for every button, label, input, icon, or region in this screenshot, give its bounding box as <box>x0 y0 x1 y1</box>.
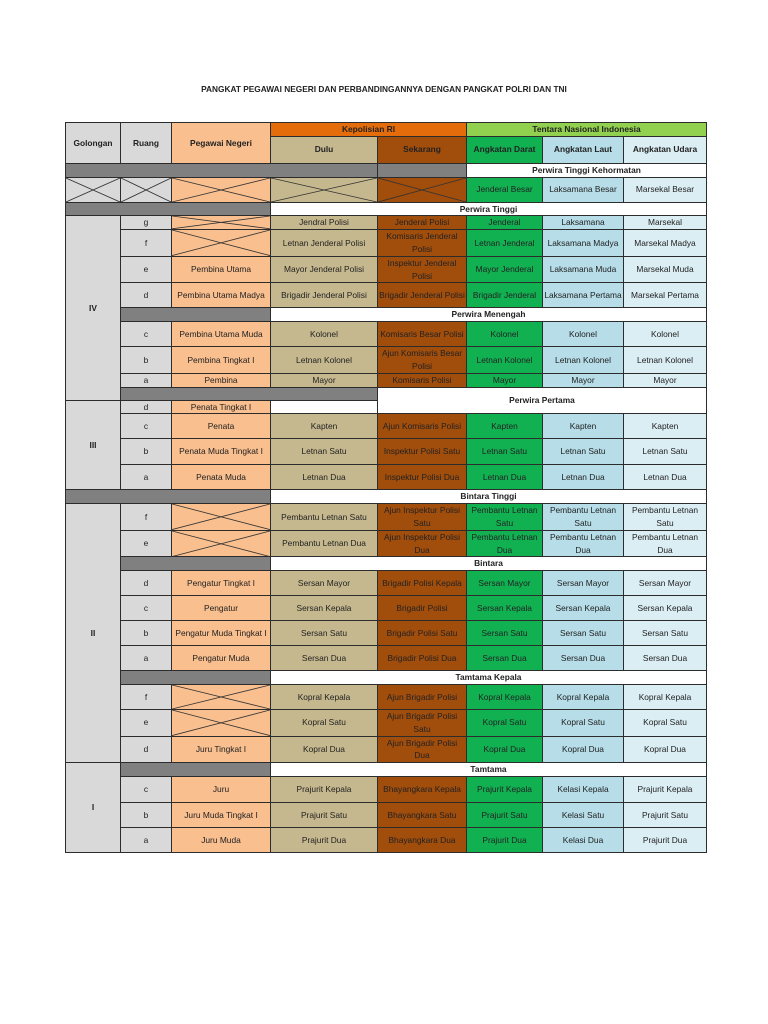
header-tni: Tentara Nasional Indonesia <box>467 123 707 137</box>
cell-polri-sekarang: Inspektur Jenderal Polisi <box>378 256 467 283</box>
cell-polri-sekarang: Brigadir Jenderal Polisi <box>378 283 467 308</box>
header-angkatan-laut: Angkatan Laut <box>543 136 624 163</box>
cell-au: Kopral Satu <box>624 709 707 736</box>
golongan-i: I <box>66 763 121 853</box>
empty-cross-cell <box>172 216 271 230</box>
cell-al: Laksamana Pertama <box>543 283 624 308</box>
cell-au: Sersan Satu <box>624 621 707 646</box>
cell-polri-sekarang: Komisaris Polisi <box>378 373 467 387</box>
cell-polri-dulu: Letnan Satu <box>271 439 378 465</box>
cell-ruang: f <box>121 504 172 531</box>
cell-al: Kelasi Dua <box>543 827 624 852</box>
section-bintara: Bintara <box>271 557 707 571</box>
section-tamtama-kepala: Tamtama Kepala <box>271 671 707 685</box>
section-perwira-menengah: Perwira Menengah <box>271 308 707 322</box>
cell-ad: Brigadir Jenderal <box>467 283 543 308</box>
cell-au: Letnan Dua <box>624 465 707 490</box>
cell-au: Kopral Kepala <box>624 684 707 709</box>
empty-cross-cell <box>172 177 271 202</box>
cell-ad: Mayor <box>467 373 543 387</box>
cell-al: Letnan Dua <box>543 465 624 490</box>
cell-pegawai-negeri: Penata <box>172 414 271 439</box>
cell-pegawai-negeri: Juru Muda Tingkat I <box>172 802 271 827</box>
cell-ad: Letnan Dua <box>467 465 543 490</box>
cell-al: Laksamana Muda <box>543 256 624 283</box>
cell-al: Pembantu Letnan Dua <box>543 530 624 557</box>
cell-ruang: d <box>121 736 172 763</box>
cell-polri-sekarang: Ajun Brigadir Polisi Satu <box>378 709 467 736</box>
cell-polri-sekarang: Inspektur Polisi Satu <box>378 439 467 465</box>
cell-ruang: f <box>121 230 172 257</box>
cell-polri-dulu: Mayor <box>271 373 378 387</box>
cell-au: Pembantu Letnan Dua <box>624 530 707 557</box>
cell-au: Prajurit Kepala <box>624 776 707 802</box>
cell-ad: Pembantu Letnan Dua <box>467 530 543 557</box>
cell-au: Marsekal Besar <box>624 177 707 202</box>
cell-polri-sekarang: Ajun Brigadir Polisi <box>378 684 467 709</box>
cell-ruang: a <box>121 465 172 490</box>
section-tamtama: Tamtama <box>271 763 707 777</box>
cell-polri-dulu: Kolonel <box>271 322 378 347</box>
golongan-ii: II <box>66 504 121 763</box>
cell-al: Sersan Mayor <box>543 571 624 596</box>
empty-cross-cell <box>172 230 271 257</box>
cell-ruang: e <box>121 256 172 283</box>
cell-ad: Prajurit Kepala <box>467 776 543 802</box>
cell-polri-dulu: Sersan Kepala <box>271 596 378 621</box>
cell-au: Marsekal Pertama <box>624 283 707 308</box>
cell-au: Kolonel <box>624 322 707 347</box>
cell-polri-sekarang: Bhayangkara Dua <box>378 827 467 852</box>
cell-pegawai-negeri: Penata Muda <box>172 465 271 490</box>
cell-ad: Mayor Jenderal <box>467 256 543 283</box>
header-ruang: Ruang <box>121 123 172 164</box>
empty-cross-cell <box>172 504 271 531</box>
cell-pegawai-negeri: Juru <box>172 776 271 802</box>
cell-ad: Kopral Dua <box>467 736 543 763</box>
cell-al: Letnan Satu <box>543 439 624 465</box>
section-perwira-tinggi-kehormatan: Perwira Tinggi Kehormatan <box>467 163 707 177</box>
cell-pegawai-negeri: Juru Tingkat I <box>172 736 271 763</box>
cell-ad: Sersan Satu <box>467 621 543 646</box>
cell-ruang: d <box>121 283 172 308</box>
cell-au: Pembantu Letnan Satu <box>624 504 707 531</box>
cell-ad: Kolonel <box>467 322 543 347</box>
cell-polri-sekarang: Brigadir Polisi <box>378 596 467 621</box>
cell-al: Kelasi Satu <box>543 802 624 827</box>
cell-al: Pembantu Letnan Satu <box>543 504 624 531</box>
cell-au: Sersan Kepala <box>624 596 707 621</box>
cell-ruang: c <box>121 322 172 347</box>
cell-al: Laksamana <box>543 216 624 230</box>
cell-ad: Sersan Mayor <box>467 571 543 596</box>
cell-ruang: a <box>121 646 172 671</box>
header-angkatan-darat: Angkatan Darat <box>467 136 543 163</box>
cell-ad: Sersan Dua <box>467 646 543 671</box>
header-pegawai-negeri: Pegawai Negeri <box>172 123 271 164</box>
section-perwira-tinggi: Perwira Tinggi <box>271 202 707 216</box>
cell-pegawai-negeri: Juru Muda <box>172 827 271 852</box>
cell-pegawai-negeri: Pengatur Muda <box>172 646 271 671</box>
cell-ad: Letnan Kolonel <box>467 347 543 374</box>
cell-polri-dulu: Kopral Dua <box>271 736 378 763</box>
cell-polri-dulu: Letnan Kolonel <box>271 347 378 374</box>
cell-polri-sekarang: Ajun Inspektur Polisi Dua <box>378 530 467 557</box>
cell-ruang: c <box>121 596 172 621</box>
header-kepolisian: Kepolisian RI <box>271 123 467 137</box>
cell-polri-dulu: Prajurit Satu <box>271 802 378 827</box>
cell-ad: Sersan Kepala <box>467 596 543 621</box>
cell-pegawai-negeri: Pembina <box>172 373 271 387</box>
cell-polri-sekarang: Brigadir Polisi Satu <box>378 621 467 646</box>
cell-al: Kopral Satu <box>543 709 624 736</box>
cell-pegawai-negeri: Penata Tingkat I <box>172 400 271 414</box>
cell-polri-sekarang: Bhayangkara Kepala <box>378 776 467 802</box>
cell-polri-sekarang: Komisaris Besar Polisi <box>378 322 467 347</box>
cell-ad: Prajurit Satu <box>467 802 543 827</box>
empty-cross-cell <box>271 177 378 202</box>
empty-cross-cell <box>378 177 467 202</box>
cell-ruang: e <box>121 709 172 736</box>
section-spacer <box>66 163 378 177</box>
cell-ad: Jenderal <box>467 216 543 230</box>
cell-al: Laksamana Madya <box>543 230 624 257</box>
empty-cross-cell <box>172 709 271 736</box>
cell-ruang: a <box>121 373 172 387</box>
cell-ruang: d <box>121 400 172 414</box>
cell-au: Prajurit Satu <box>624 802 707 827</box>
cell-ruang: e <box>121 530 172 557</box>
cell-ruang: b <box>121 802 172 827</box>
cell-al: Mayor <box>543 373 624 387</box>
cell-polri-sekarang: Brigadir Polisi Dua <box>378 646 467 671</box>
cell-au: Mayor <box>624 373 707 387</box>
cell-pegawai-negeri: Penata Muda Tingkat I <box>172 439 271 465</box>
cell-polri-dulu: Kopral Satu <box>271 709 378 736</box>
cell-au: Sersan Mayor <box>624 571 707 596</box>
cell-pegawai-negeri: Pembina Utama Muda <box>172 322 271 347</box>
empty-cross-cell <box>172 530 271 557</box>
cell-pegawai-negeri: Pembina Utama Madya <box>172 283 271 308</box>
cell-ruang: b <box>121 347 172 374</box>
section-spacer <box>121 387 378 400</box>
golongan-iv: IV <box>66 216 121 400</box>
cell-ruang: g <box>121 216 172 230</box>
cell-ruang: b <box>121 439 172 465</box>
cell-au: Marsekal Madya <box>624 230 707 257</box>
cell-ruang: f <box>121 684 172 709</box>
cell-polri-dulu: Jendral Polisi <box>271 216 378 230</box>
cell-au: Letnan Satu <box>624 439 707 465</box>
header-dulu: Dulu <box>271 136 378 163</box>
cell-ruang: c <box>121 414 172 439</box>
section-perwira-pertama: Perwira Pertama <box>378 387 707 414</box>
cell-au: Sersan Dua <box>624 646 707 671</box>
cell-polri-dulu: Sersan Mayor <box>271 571 378 596</box>
empty-cross-cell <box>121 177 172 202</box>
cell-al: Kolonel <box>543 322 624 347</box>
cell-polri-sekarang: Brigadir Polisi Kepala <box>378 571 467 596</box>
cell-al: Kopral Kepala <box>543 684 624 709</box>
cell-polri-dulu: Pembantu Letnan Satu <box>271 504 378 531</box>
header-angkatan-udara: Angkatan Udara <box>624 136 707 163</box>
cell-au: Marsekal <box>624 216 707 230</box>
cell-polri-dulu: Sersan Satu <box>271 621 378 646</box>
section-bintara-tinggi: Bintara Tinggi <box>271 490 707 504</box>
cell-al: Letnan Kolonel <box>543 347 624 374</box>
cell-ruang: a <box>121 827 172 852</box>
cell-polri-sekarang: Ajun Brigadir Polisi Dua <box>378 736 467 763</box>
cell-ruang: c <box>121 776 172 802</box>
cell-polri-dulu: Sersan Dua <box>271 646 378 671</box>
cell-pegawai-negeri: Pengatur Tingkat I <box>172 571 271 596</box>
cell-al: Sersan Kepala <box>543 596 624 621</box>
cell-pegawai-negeri: Pengatur Muda Tingkat I <box>172 621 271 646</box>
empty-cross-cell <box>172 684 271 709</box>
cell-ad: Kopral Kepala <box>467 684 543 709</box>
cell-au: Kopral Dua <box>624 736 707 763</box>
empty-cross-cell <box>66 177 121 202</box>
golongan-iii: III <box>66 400 121 490</box>
cell-polri-dulu: Letnan Jenderal Polisi <box>271 230 378 257</box>
cell-pegawai-negeri: Pengatur <box>172 596 271 621</box>
cell-au: Prajurit Dua <box>624 827 707 852</box>
section-spacer <box>378 163 467 177</box>
cell-al: Sersan Satu <box>543 621 624 646</box>
cell-polri-dulu: Brigadir Jenderal Polisi <box>271 283 378 308</box>
cell-ruang: d <box>121 571 172 596</box>
cell-ad: Kopral Satu <box>467 709 543 736</box>
cell-pegawai-negeri: Pembina Utama <box>172 256 271 283</box>
cell-al: Kelasi Kepala <box>543 776 624 802</box>
cell-al: Laksamana Besar <box>543 177 624 202</box>
cell-polri-dulu: Prajurit Dua <box>271 827 378 852</box>
cell-polri-sekarang: Ajun Komisaris Polisi <box>378 414 467 439</box>
cell-polri-sekarang: Inspektur Polisi Dua <box>378 465 467 490</box>
rank-comparison-table <box>65 122 707 853</box>
header-sekarang: Sekarang <box>378 136 467 163</box>
cell-au: Letnan Kolonel <box>624 347 707 374</box>
cell-polri-dulu: Pembantu Letnan Dua <box>271 530 378 557</box>
section-spacer <box>121 308 271 322</box>
cell-ad: Letnan Jenderal <box>467 230 543 257</box>
section-spacer <box>121 763 271 777</box>
section-spacer <box>66 202 271 216</box>
cell-polri-sekarang: Ajun Komisaris Besar Polisi <box>378 347 467 374</box>
header-golongan: Golongan <box>66 123 121 164</box>
section-spacer <box>66 490 271 504</box>
cell-polri-dulu: Kapten <box>271 414 378 439</box>
section-spacer <box>121 671 271 685</box>
cell-ruang: b <box>121 621 172 646</box>
cell-al: Kopral Dua <box>543 736 624 763</box>
cell-polri-dulu: Mayor Jenderal Polisi <box>271 256 378 283</box>
cell-al: Sersan Dua <box>543 646 624 671</box>
cell-au: Kapten <box>624 414 707 439</box>
cell-ad: Prajurit Dua <box>467 827 543 852</box>
cell-ad: Kapten <box>467 414 543 439</box>
cell-polri-sekarang: Bhayangkara Satu <box>378 802 467 827</box>
cell-au: Marsekal Muda <box>624 256 707 283</box>
document-title: PANGKAT PEGAWAI NEGERI DAN PERBANDINGANNYA DENGAN PANGKAT POLRI DAN TNI <box>201 84 567 94</box>
cell-ad: Pembantu Letnan Satu <box>467 504 543 531</box>
cell-polri-dulu: Letnan Dua <box>271 465 378 490</box>
section-spacer <box>121 557 271 571</box>
cell-al: Kapten <box>543 414 624 439</box>
cell-pegawai-negeri: Pembina Tingkat I <box>172 347 271 374</box>
cell-polri-sekarang: Jenderal Polisi <box>378 216 467 230</box>
cell-polri-sekarang: Ajun Inspektur Polisi Satu <box>378 504 467 531</box>
cell-ad: Jenderal Besar <box>467 177 543 202</box>
cell-polri-dulu: Kopral Kepala <box>271 684 378 709</box>
cell-ad: Letnan Satu <box>467 439 543 465</box>
cell-polri-sekarang: Komisaris Jenderal Polisi <box>378 230 467 257</box>
cell-polri-dulu: Prajurit Kepala <box>271 776 378 802</box>
